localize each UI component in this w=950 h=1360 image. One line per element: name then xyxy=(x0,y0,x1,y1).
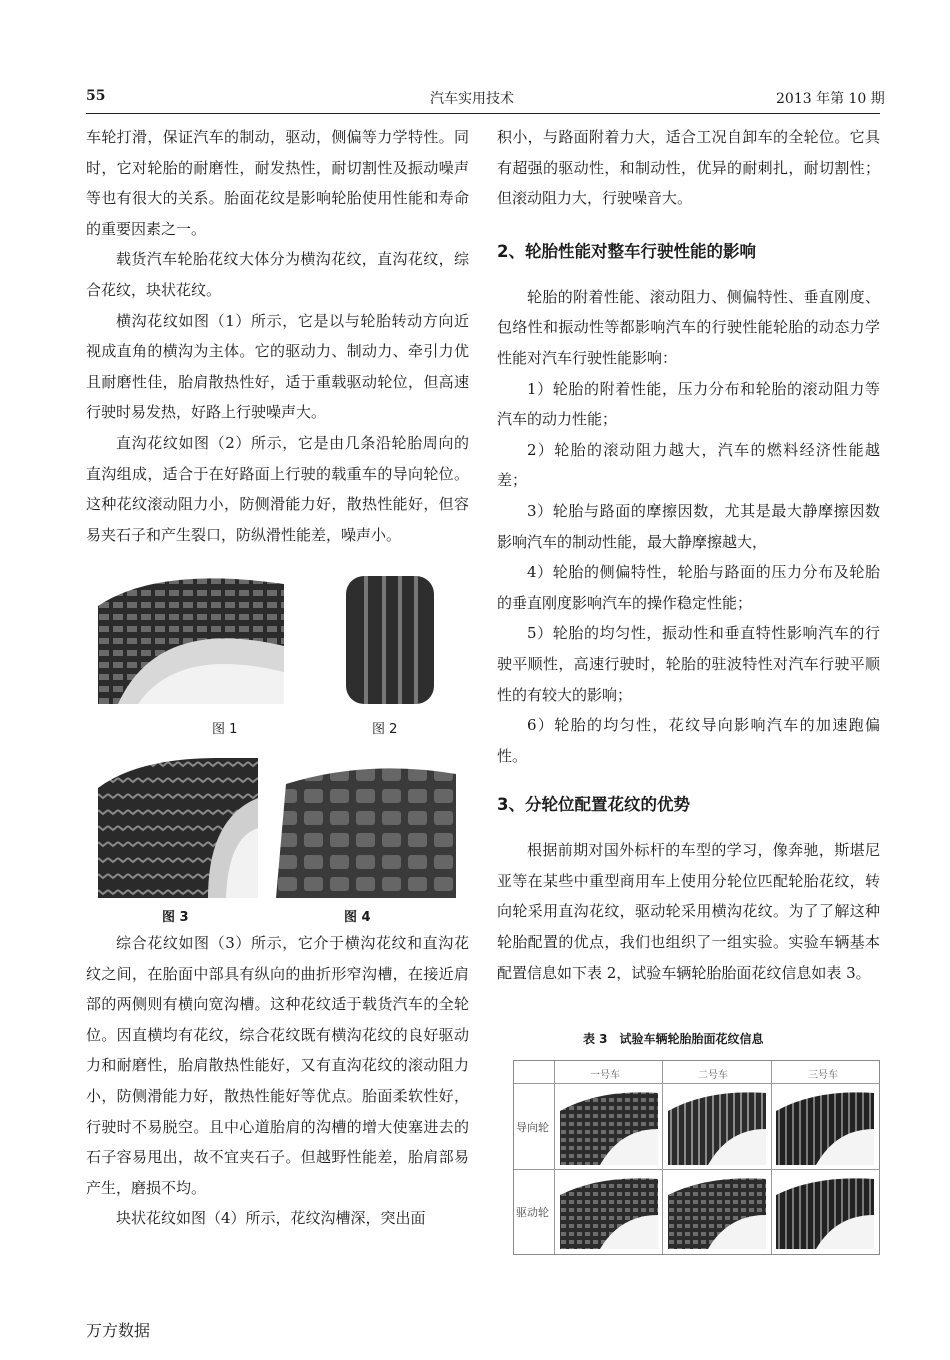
list-item-4: 4）轮胎的侧偏特性，轮胎与路面的压力分布及轮胎的垂直刚度影响汽车的操作稳定性能； xyxy=(497,563,880,612)
page-number: 55 xyxy=(86,88,106,104)
table-tire-image xyxy=(776,1175,874,1249)
journal-title: 汽车实用技术 xyxy=(430,91,514,107)
left-paragraph-3: 横沟花纹如图（1）所示，它是以与轮胎转动方向近视成直角的横沟为主体。它的驱动力、制动力、牵引力优且耐磨性佳，胎肩散热性好，适于重载驱动轮位，但高速行驶时易发热，好路上行驶噪声大。 xyxy=(86,311,469,422)
list-item-6: 6）轮胎的均匀性，花纹导向影响汽车的加速跑偏性。 xyxy=(497,716,880,765)
left-paragraph-2: 载货汽车轮胎花纹大体分为横沟花纹，直沟花纹，综合花纹，块状花纹。 xyxy=(86,250,469,299)
table-tire-image xyxy=(776,1089,874,1165)
figure-1-tire-image xyxy=(98,576,284,704)
table-tire-image xyxy=(560,1175,658,1249)
left-paragraph-5: 综合花纹如图（3）所示，它介于横沟花纹和直沟花纹之间，在胎面中部具有纵向的曲折形窄沟槽，在接近肩部的两侧则有横向宽沟槽。这种花纹适于载货汽车的全轮位。因直横均有花纹，综合花纹既有横沟花纹的良好驱动力和耐磨性，胎肩散热性能好，又有直沟花纹的滚动阻力小，防侧滑能力好，散热性能好等优点。胎面柔软性好，行驶时不易脱空。且中心道胎肩的沟槽的增大使塞进去的石子容易甩出，故不宜夹石子。但越野性能差，胎肩部易产生，磨损不均。 xyxy=(86,934,469,1197)
list-item-3: 3）轮胎与路面的摩擦因数，尤其是最大静摩擦因数影响汽车的制动性能，最大静摩擦越大， xyxy=(497,501,880,551)
right-column xyxy=(497,122,880,988)
figure-1-caption: 图 1 xyxy=(212,722,238,737)
figure-2-tire-image xyxy=(342,576,438,704)
table-tire-image xyxy=(668,1175,766,1249)
figure-2-caption: 图 2 xyxy=(372,722,398,737)
header-rule xyxy=(86,113,880,114)
table-header-car-2: 二号车 xyxy=(698,1070,728,1081)
right-paragraph-3: 根据前期对国外标杆的车型的学习，像奔驰，斯堪尼亚等在某些中重型商用车上使用分轮位匹配轮胎花纹，转向轮采用直沟花纹，驱动轮采用横沟花纹。为了了解这种轮胎配置的优点，我们也组织了一组实验。实验车辆基本配置信息如下表 2，试验车辆轮胎胎面花纹信息如表 3。 xyxy=(497,841,880,982)
table-tire-image xyxy=(668,1089,766,1165)
figure-3-caption: 图 3 xyxy=(162,910,189,925)
table-header-car-3: 三号车 xyxy=(808,1070,838,1081)
left-paragraph-6: 块状花纹如图（4）所示，花纹沟槽深，突出面 xyxy=(116,1209,426,1228)
tire-pattern-table xyxy=(513,1060,880,1255)
figure-3-tire-image xyxy=(98,758,258,898)
table-tire-image xyxy=(560,1089,658,1165)
list-item-2: 2）轮胎的滚动阻力越大，汽车的燃料经济性能越差； xyxy=(497,440,880,490)
list-item-1: 1）轮胎的附着性能，压力分布和轮胎的滚动阻力等汽车的动力性能； xyxy=(497,379,880,429)
left-paragraph-4: 直沟花纹如图（2）所示，它是由几条沿轮胎周向的直沟组成，适合于在好路面上行驶的载重车的导向轮位。这种花纹滚动阻力小，防侧滑能力好，散热性能好，但容易夹石子和产生裂口，防纵滑性能差，噪声小。 xyxy=(86,433,469,544)
table-header-car-1: 一号车 xyxy=(590,1070,620,1081)
right-paragraph-2: 轮胎的附着性能、滚动阻力、侧偏特性、垂直刚度、包络性和振动性等都影响汽车的行驶性能轮胎的动态力学性能对汽车行驶性能影响： xyxy=(497,287,880,367)
footer-watermark: 万方数据 xyxy=(86,1321,151,1340)
table-row-label-drive: 驱动轮 xyxy=(516,1206,549,1219)
figure-4-caption: 图 4 xyxy=(344,910,371,925)
left-column xyxy=(86,122,469,550)
left-column-lower xyxy=(86,928,469,1234)
right-paragraph-1: 积小，与路面附着力大，适合工况自卸车的全轮位。它具有超强的驱动性，和制动性，优异的耐刺扎，耐切割性；但滚动阻力大，行驶噪音大。 xyxy=(497,128,880,208)
figure-4-tire-image xyxy=(276,764,456,898)
section-heading-3: 3、分轮位配置花纹的优势 xyxy=(497,795,690,815)
left-paragraph-1: 车轮打滑，保证汽车的制动，驱动，侧偏等力学特性。同时，它对轮胎的耐磨性，耐发热性，耐切割性及振动噪声等也有很大的关系。胎面花纹是影响轮胎使用性能和寿命的重要因素之一。 xyxy=(86,128,469,238)
section-heading-2: 2、轮胎性能对整车行驶性能的影响 xyxy=(497,241,756,261)
table-caption: 表 3 试验车辆轮胎胎面花纹信息 xyxy=(583,1032,764,1046)
issue-label: 2013 年第 10 期 xyxy=(776,91,885,107)
list-item-5: 5）轮胎的均匀性，振动性和垂直特性影响汽车的行驶平顺性，高速行驶时，轮胎的驻波特性对汽车行驶平顺性的有较大的影响； xyxy=(497,624,880,704)
table-row-label-steer: 导向轮 xyxy=(516,1121,549,1134)
